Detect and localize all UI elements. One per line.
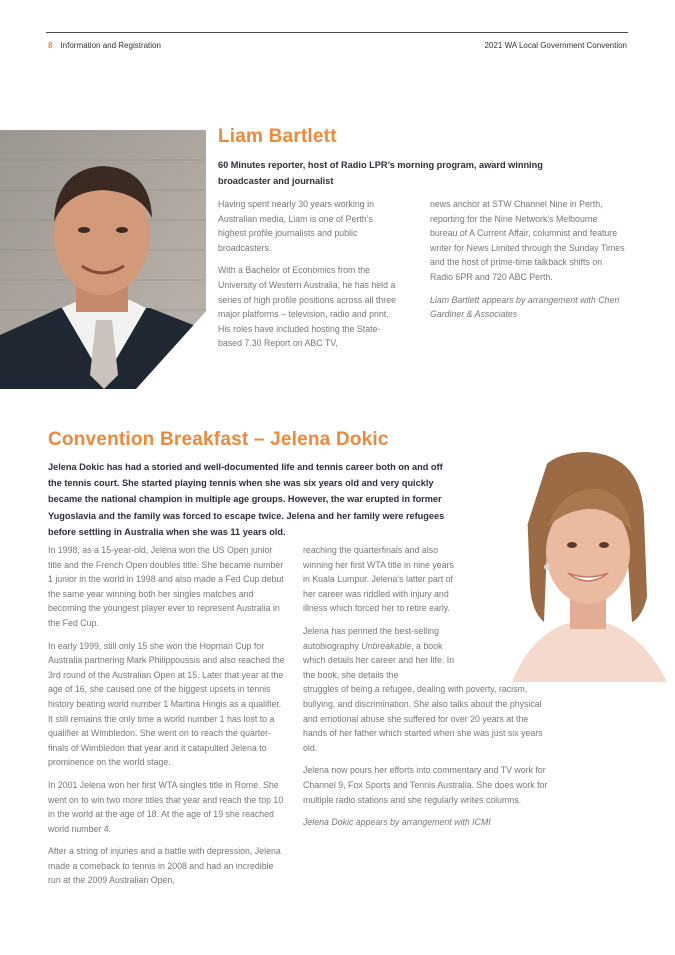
jelena-bio-paragraph: In 2001 Jelena won her first WTA singles title in Rome. She went on to win two more titles that year and reach the top 10 in the world at the age of 18. At the age of 19 she reached world number 4.	[48, 779, 284, 834]
liam-bio-paragraph: Having spent nearly 30 years working in Australian media, Liam is one of Perth’s highest profile journalists and public broadcasters.	[218, 199, 374, 253]
book-text-middle: , a book which details her career and her life. In the book, she details the	[303, 640, 455, 680]
jelena-lead: Jelena Dokic has had a storied and well-documented life and tennis career both on and off the tennis court. She started playing tennis when she was six years old and very quickly became the national champion in multiple age groups. However, the war erupted in former Yugoslavia and the family was forced to escape twice. Jelena and her family were refugees before settling in Australia when she was 11 years old.	[48, 462, 445, 537]
liam-bio-column-2	[430, 197, 626, 330]
jelena-bio-paragraph: reaching the quarterfinals and also winning her first WTA title in nine years in Kuala Lumpur. Jelena’s latter part of her career was riddled with injury and illness which forced her to retire early.	[303, 545, 454, 614]
speaker-name: Liam Bartlett	[218, 126, 337, 147]
jelena-bio-paragraph: In early 1999, still only 15 she won the Hopman Cup for Australia partnering Mark Philippoussis and also reached the 3rd round of the Australian Open at 15. Later that year at the age of 16, she caused one of the biggest upsets in tennis history beating world number 1 Martina Hingis as a qualifier. It still remains the only time a world number 1 has lost to a qualifier at Wimbledon. She went on to reach the quarter-finals of Wimbledon that year and it catapulted Jelena to prominence on the world stage.	[48, 640, 285, 768]
section-heading: Convention Breakfast – Jelena Dokic	[48, 429, 389, 450]
running-header-left	[48, 41, 161, 50]
section-title: Information and Registration	[60, 41, 161, 50]
jelena-bio-paragraph: Jelena now pours her efforts into commentary and TV work for Channel 9, Fox Sports and Tennis Australia. She does work for multiple radio stations and she regularly writes columns.	[303, 765, 548, 805]
speaker-role: 60 Minutes reporter, host of Radio LPR’s morning program, award winning broadcaster and journalist	[218, 160, 543, 187]
book-title: Unbreakable	[361, 640, 412, 651]
page-number: 8	[48, 41, 53, 50]
jelena-bio-paragraph: After a string of injuries and a battle with depression, Jelena made a comeback to tennis in 2008 and had an incredible run at the 2009 Australian Open,	[48, 846, 281, 886]
header-rule	[46, 32, 628, 33]
jelena-bio-column-1	[48, 543, 288, 896]
jelena-book-paragraph	[303, 624, 553, 755]
liam-bio-paragraph: With a Bachelor of Economics from the University of Western Australia, he has held a series of high profile positions across all three major platforms – television, radio and print. His roles have included hosting the State-based 7.30 Report on ABC TV,	[218, 265, 396, 349]
liam-bartlett-photo	[0, 130, 206, 389]
jelena-credit: Jelena Dokic appears by arrangement with ICMI	[303, 817, 491, 828]
liam-credit: Liam Bartlett appears by arrangement with Cheri Gardiner & Associates	[430, 294, 620, 320]
jelena-bio-column-2	[303, 543, 553, 838]
publication-title: 2021 WA Local Government Convention	[484, 41, 627, 50]
book-text-start: Jelena has penned the best-selling autobiography	[303, 625, 439, 651]
jelena-bio-paragraph: In 1998, as a 15-year-old, Jelena won the US Open junior title and the French Open doubles title. She became number 1 junior in the world in 1998 and also made a Fed Cup debut the same year winning both her singles matches and becoming the youngest player ever to represent Australia in the Fed Cup.	[48, 545, 284, 628]
liam-bio-column-1	[218, 197, 400, 359]
book-text-end: struggles of being a refugee, dealing with poverty, racism, bullying, and discrimination. She also talks about the physical and emotional abuse she suffered for over 20 years at the hands of her father which started when she was just six years old.	[303, 684, 543, 753]
liam-bio-paragraph: news anchor at STW Channel Nine in Perth, reporting for the Nine Network’s Melbourne bureau of A Current Affair, columnist and feature writer for News Limited through the Sunday Times and the host of prime-time talkback shifts on Radio 6PR and 720 ABC Perth.	[430, 199, 625, 282]
